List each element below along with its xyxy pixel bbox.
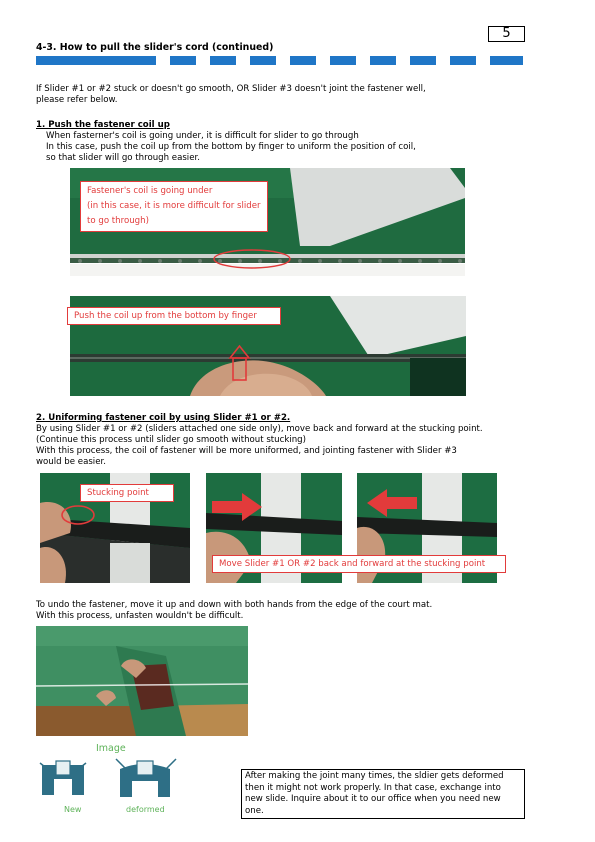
section1-line-1: When fasterner's coil is going under, it is difficult for slider to go through <box>46 131 359 141</box>
photo2-label: Push the coil up from the bottom by finger <box>67 307 281 325</box>
label-deformed: deformed <box>126 805 165 814</box>
stucking-point-label: Stucking point <box>80 484 174 502</box>
photo1-label: Fastener's coil is going under (in this case, it is more difficult for slider to go through) <box>80 181 268 232</box>
slider-diagram <box>36 741 196 821</box>
section1-line-3: so that slider will go through easier. <box>46 153 200 163</box>
new-slider-shape <box>40 761 86 795</box>
section2-heading: 2. Uniforming fastener coil by using Slider #1 or #2. <box>36 413 291 423</box>
section2-line-4: would be easier. <box>36 457 106 467</box>
page-number: 5 <box>488 26 525 42</box>
section1-line-2: In this case, push the coil up from the bottom by finger to uniform the position of coil, <box>46 142 416 152</box>
section1-heading: 1. Push the fastener coil up <box>36 120 170 130</box>
section-title: 4-3. How to pull the slider's cord (continued) <box>36 42 274 53</box>
replacement-note: After making the joint many times, the sldier gets deformed then it might not work properly. In that case, exchange into new slide. Inquire about it to our office when you need new one. <box>241 769 525 819</box>
section2-line-2: (Continue this process until slider go smooth without stucking) <box>36 435 306 445</box>
move-slider-label: Move Slider #1 OR #2 back and forward at the stucking point <box>212 555 506 573</box>
intro-line-1: If Slider #1 or #2 stuck or doesn't go smooth, OR Slider #3 doesn't joint the fastener well, <box>36 84 426 94</box>
undo-line-1: To undo the fastener, move it up and down with both hands from the edge of the court mat. <box>36 600 433 610</box>
label-new: New <box>64 805 82 814</box>
undo-line-2: With this process, unfasten wouldn't be difficult. <box>36 611 244 621</box>
section2-line-1: By using Slider #1 or #2 (sliders attached one side only), move back and forward at the stucking point. <box>36 424 483 434</box>
photo-unfasten-mat <box>36 626 248 736</box>
section2-line-3: With this process, the coil of fastener will be more uniformed, and jointing fastener with Slider #3 <box>36 446 457 456</box>
deformed-slider-shape <box>116 759 176 797</box>
diagram-title: Image <box>96 743 126 754</box>
intro-line-2: please refer below. <box>36 95 118 105</box>
